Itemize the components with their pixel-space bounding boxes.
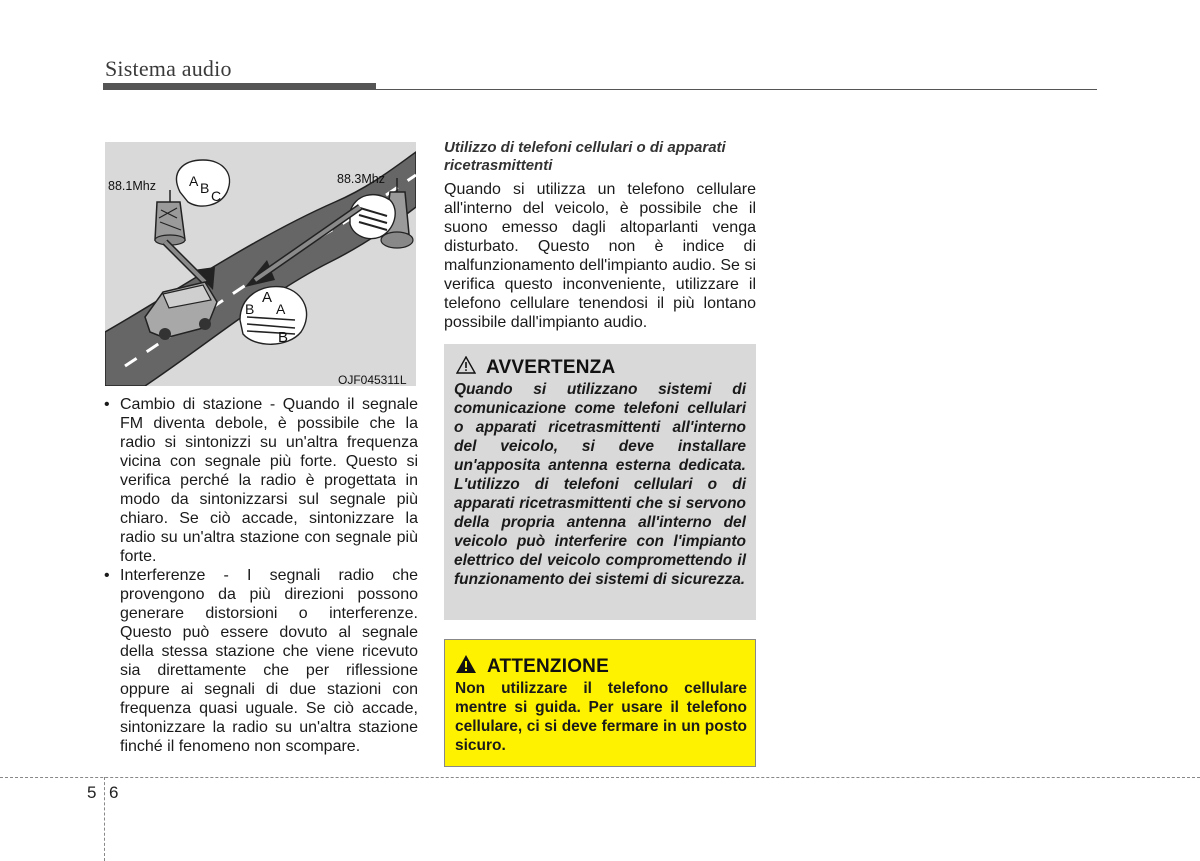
caution-header [455, 654, 609, 679]
radio-illustration [105, 142, 416, 386]
warning-filled-icon [455, 654, 477, 679]
list-item-text: Interferenze - I segnali radio che provengono da più direzioni possono generare distorsioni o interferenze. Questo può essere dovuto al segnale della stessa stazione che viene ricevuto sia direttamente che per riflessione oppure ai segnali di due stazioni con frequenza quasi uguale. Se ciò accade, sintonizzare la radio su un'altra stazione finché il fenomeno non scompare. [120, 567, 418, 755]
warning-text: Quando si utilizzano sistemi di comunicazione come telefoni cellulari o apparati ricetrasmittenti all'interno del veicolo, si deve installare un'apposita antenna esterna dedicata. L'utilizzo di telefoni cellulari o di apparati ricetrasmittenti che si servono della propria antenna all'interno del veicolo può interferire con l'impianto elettrico del veicolo compromettendo il funzionamento dei sistemi di sicurezza. [454, 381, 746, 588]
svg-text:A: A [276, 301, 286, 317]
svg-text:B: B [278, 329, 289, 346]
bullet-marker: • [104, 396, 110, 413]
list-item [102, 566, 418, 756]
svg-text:B: B [245, 301, 255, 317]
list-item [102, 395, 418, 566]
signal-bubble-car [240, 287, 307, 346]
caution-title: ATTENZIONE [487, 655, 609, 677]
figure-label-left: 88.1Mhz [108, 179, 156, 193]
bullet-list [102, 395, 418, 756]
list-item-text: Cambio di stazione - Quando il segnale FM diventa debole, è possibile che la radio si sintonizzi su un'altra frequenza vicina con segnale più forte. Questo si verifica perché la radio è progettata in modo da sintonizzarsi sul segnale più chiaro. Se ciò accade, sintonizzare la radio su un'altra stazione con segnale più forte. [120, 396, 418, 565]
svg-text:B: B [200, 180, 210, 196]
svg-text:C: C [211, 188, 222, 204]
signal-bubble-left [177, 160, 230, 206]
page-number: 6 [109, 783, 119, 802]
caution-box [444, 639, 756, 767]
section-body: Quando si utilizza un telefono cellulare all'interno del veicolo, è possibile che il suono emesso dagli altoparlanti venga disturbato. Questo non è indice di malfunzionamento dell'impianto audio. Se si verifica questo inconveniente, utilizzare il telefono cellulare tenendosi il più lontano possibile dall'impianto audio. [444, 181, 756, 331]
warning-title: AVVERTENZA [486, 356, 616, 378]
section-title: Utilizzo di telefoni cellulari o di apparati ricetrasmittenti [444, 139, 726, 174]
bullet-marker: • [104, 567, 110, 584]
section-number: 5 [87, 783, 97, 802]
footer-vertical-rule [104, 777, 105, 861]
svg-text:A: A [262, 289, 273, 306]
warning-outline-icon [456, 356, 476, 379]
left-transmitter-tower [155, 190, 185, 245]
figure-label-right: 88.3Mhz [337, 172, 385, 186]
header-rule-thin [103, 89, 1097, 90]
warning-header [456, 356, 615, 379]
caution-text: Non utilizzare il telefono cellulare mentre si guida. Per usare il telefono cellulare, ci si deve fermare in un posto sicuro. [455, 680, 747, 754]
figure-code: OJF045311L [338, 373, 407, 387]
page-header-title: Sistema audio [105, 56, 232, 81]
warning-box [444, 344, 756, 620]
svg-text:A: A [189, 173, 199, 189]
footer-rule [0, 777, 1200, 778]
